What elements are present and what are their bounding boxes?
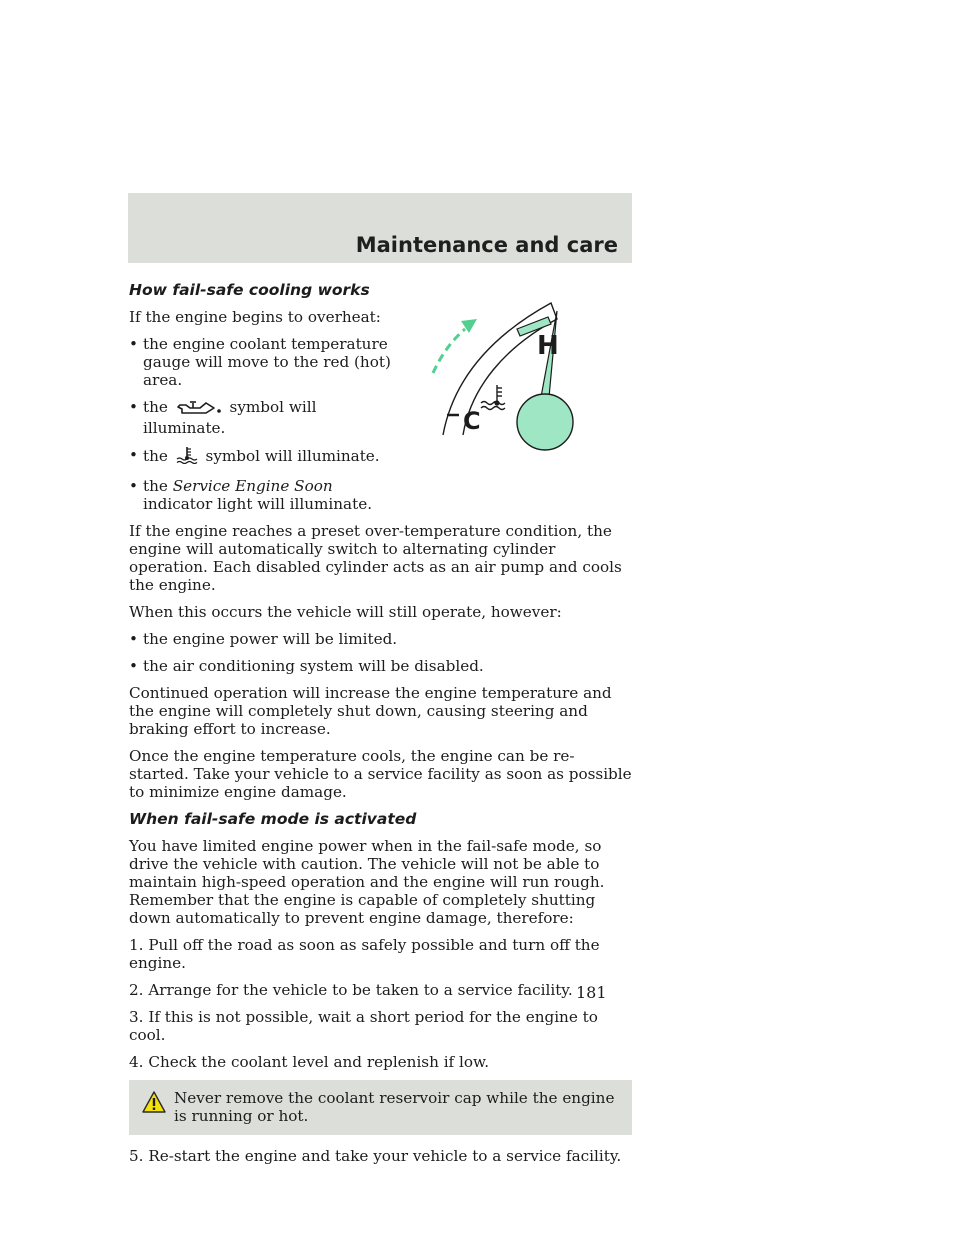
intro-paragraph: If the engine begins to overheat:	[129, 308, 381, 326]
rising-arrow	[433, 329, 465, 373]
gauge-coolant-icon	[481, 385, 505, 410]
bullet-item	[129, 398, 391, 437]
coolant-temperature-icon	[176, 446, 198, 468]
service-engine-soon-label: Service Engine Soon	[172, 477, 333, 495]
numbered-steps	[129, 936, 632, 1071]
bullet-item	[129, 446, 391, 468]
limited-operation-bullet-list	[129, 630, 632, 675]
oil-can-icon	[176, 399, 222, 419]
temperature-gauge-illustration	[425, 297, 595, 461]
overheat-bullet-list	[129, 335, 391, 513]
step-item: 4. Check the coolant level and replenish if low.	[129, 1053, 490, 1071]
bullet-text: the air conditioning system will be disabled.	[143, 657, 484, 675]
paragraph: If the engine reaches a preset over-temperature condition, the engine will automatically switch to alternating cylinder operation. Each disabled cylinder acts as an air pump and cools the engine.	[129, 522, 622, 594]
warning-text: Never remove the coolant reservoir cap while the engine is running or hot.	[174, 1089, 615, 1125]
page-number: 181	[576, 983, 607, 1002]
paragraph: You have limited engine power when in the fail-safe mode, so drive the vehicle with caution. The vehicle will not be able to maintain high-speed operation and the engine will run rough. Remember that the engine is capable of completely shutting down automatically to prevent engine damage, therefore:	[129, 837, 605, 927]
bullet-item	[129, 477, 391, 513]
bullet-text: the	[143, 477, 168, 495]
bullet-item	[129, 335, 391, 389]
bullet-item	[129, 657, 632, 675]
step-item: 1. Pull off the road as soon as safely possible and turn off the engine.	[129, 936, 600, 972]
paragraph: When this occurs the vehicle will still operate, however:	[129, 603, 562, 621]
step-item: 2. Arrange for the vehicle to be taken to a service facility.	[129, 981, 573, 999]
paragraph: Once the engine temperature cools, the engine can be re-started. Take your vehicle to a service facility as soon as possible to minimize engine damage.	[129, 747, 632, 801]
needle-hub	[517, 394, 573, 450]
section-heading-fail-safe-mode: When fail-safe mode is activated	[129, 810, 417, 828]
bullet-text: indicator light will illuminate.	[143, 495, 373, 513]
gauge-cold-label: C	[463, 407, 481, 435]
bullet-text: symbol will illuminate.	[143, 398, 317, 437]
step-item: 5. Re-start the engine and take your vehicle to a service facility.	[129, 1147, 622, 1165]
step-item: 3. If this is not possible, wait a short period for the engine to cool.	[129, 1008, 598, 1044]
page-header-title: Maintenance and care	[355, 233, 618, 257]
bullet-item	[129, 630, 632, 648]
bullet-text: the	[143, 447, 168, 465]
bullet-text: symbol will illuminate.	[205, 447, 380, 465]
paragraph: Continued operation will increase the engine temperature and the engine will completely shut down, causing steering and braking effort to increase.	[129, 684, 612, 738]
bullet-text: the	[143, 398, 168, 416]
section-heading-fail-safe-cooling: How fail-safe cooling works	[129, 281, 370, 299]
gauge-hot-label: H	[537, 331, 559, 361]
bullet-text: the engine power will be limited.	[143, 630, 398, 648]
header-band	[128, 193, 632, 263]
warning-box	[129, 1080, 632, 1135]
warning-triangle-icon	[142, 1091, 166, 1117]
bullet-text: the engine coolant temperature gauge will move to the red (hot) area.	[143, 335, 391, 389]
